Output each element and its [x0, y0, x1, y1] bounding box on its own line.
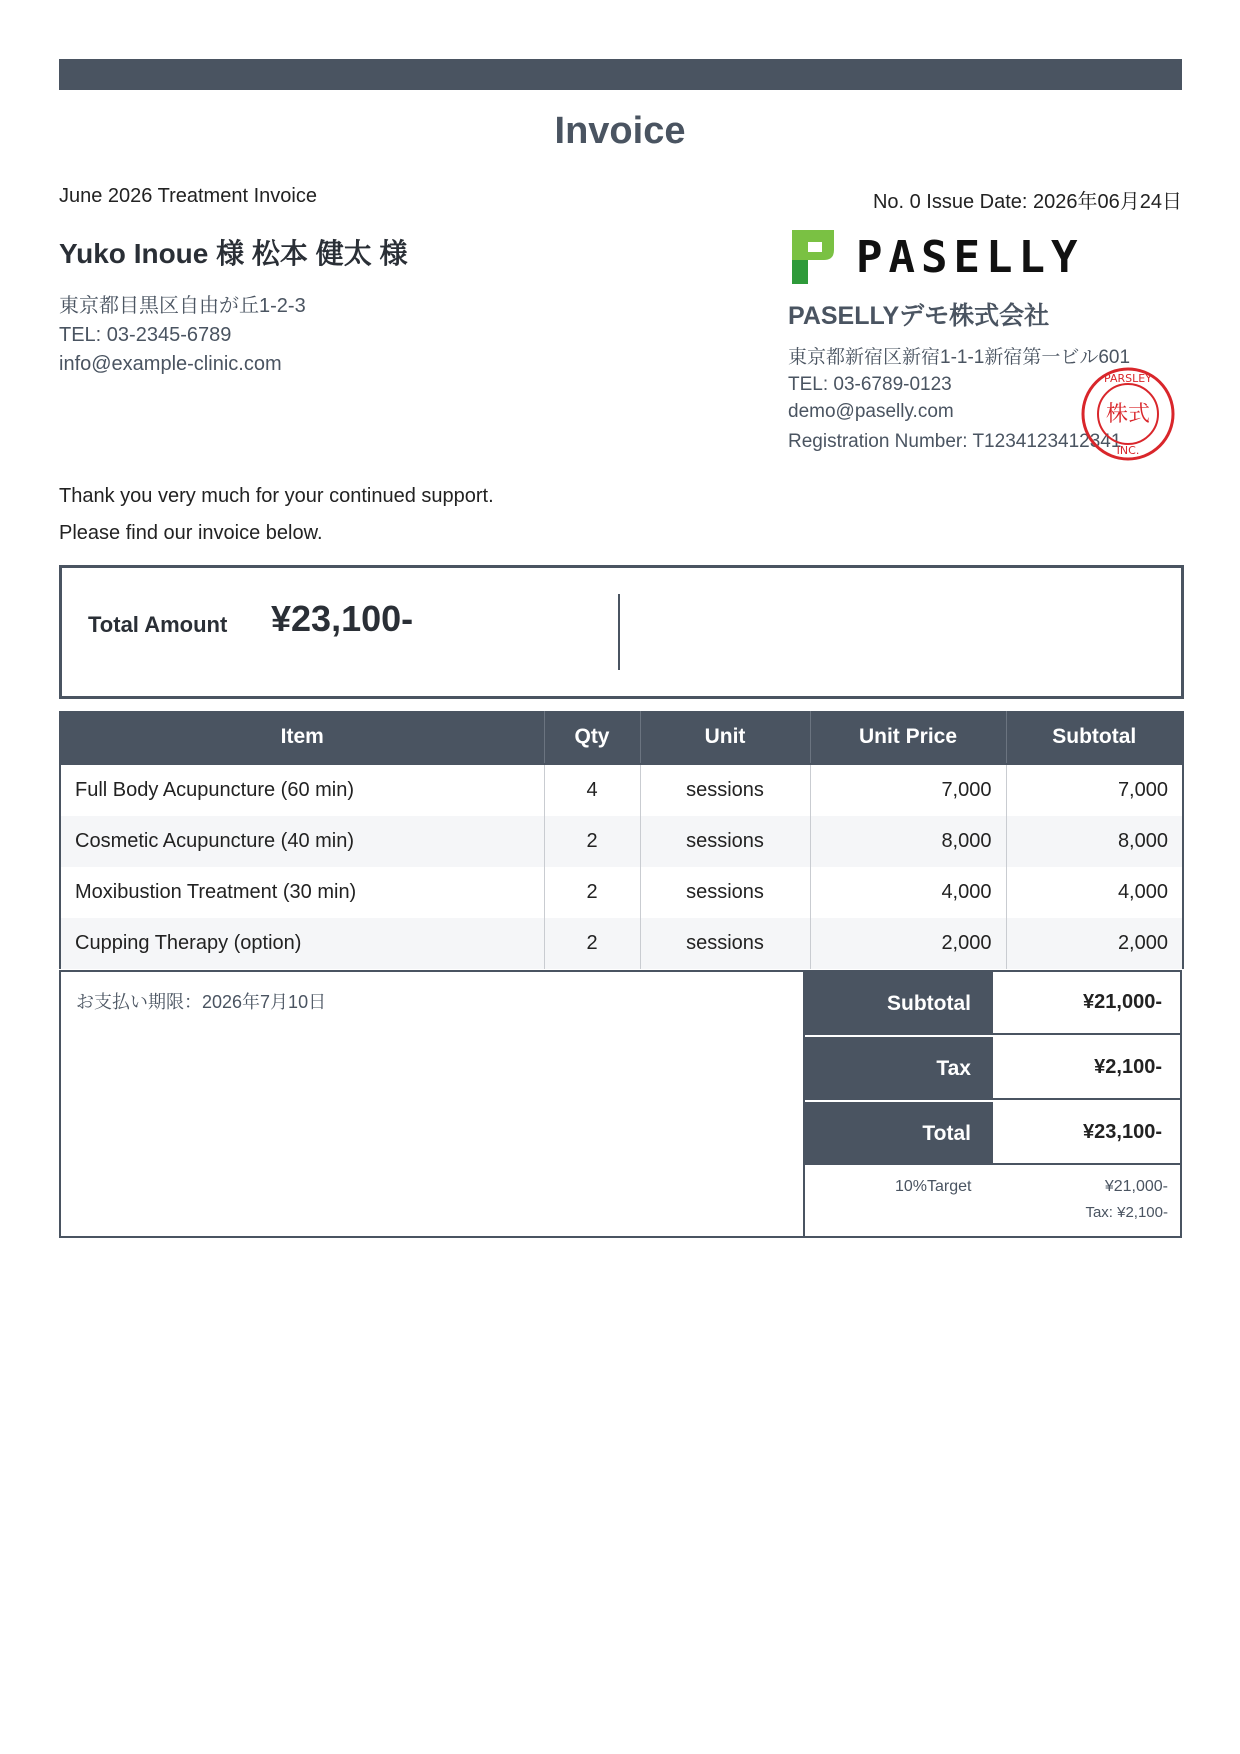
company-info — [788, 344, 1130, 425]
logo-wordmark: PASELLY — [856, 231, 1084, 283]
header-qty: Qty — [544, 711, 640, 764]
client-tel: TEL: 03-2345-6789 — [59, 324, 232, 346]
subtotal-value: ¥21,000- — [993, 972, 1182, 1035]
paselly-logo-icon — [788, 230, 838, 284]
table-row — [60, 764, 1183, 816]
header-unit-price: Unit Price — [810, 711, 1006, 764]
cell-unit-price: 4,000 — [810, 867, 1006, 918]
payment-due-date: お支払い期限：2026年7月10日 — [76, 992, 327, 1012]
cell-item: Full Body Acupuncture (60 min) — [60, 764, 544, 816]
tax-label: Tax — [805, 1037, 993, 1100]
greeting-line-1: Thank you very much for your continued support. — [59, 485, 494, 507]
svg-text:PARSLEY: PARSLEY — [1104, 372, 1152, 385]
cell-unit: sessions — [640, 918, 810, 969]
tax-row — [805, 1037, 1182, 1100]
invoice-subject: June 2026 Treatment Invoice — [59, 185, 317, 207]
cell-subtotal: 4,000 — [1006, 867, 1183, 918]
company-tel: TEL: 03-6789-0123 — [788, 374, 952, 395]
greeting-line-2: Please find our invoice below. — [59, 522, 323, 544]
company-email: demo@paselly.com — [788, 401, 954, 422]
svg-text:株式: 株式 — [1105, 402, 1151, 427]
header-bar — [59, 59, 1182, 90]
client-info — [59, 292, 306, 379]
cell-unit: sessions — [640, 816, 810, 867]
cell-qty: 2 — [544, 918, 640, 969]
cell-qty: 4 — [544, 764, 640, 816]
tax-target-label: 10%Target — [895, 1178, 972, 1195]
cell-unit: sessions — [640, 764, 810, 816]
cell-unit-price: 2,000 — [810, 918, 1006, 969]
tax-value: ¥2,100- — [993, 1037, 1182, 1100]
grand-total-label: Total — [805, 1102, 993, 1165]
tax-target-amount: ¥21,000- — [1104, 1178, 1168, 1195]
cell-subtotal: 7,000 — [1006, 764, 1183, 816]
subtotal-label: Subtotal — [805, 972, 993, 1035]
summary-section — [59, 970, 1182, 1238]
totals-panel — [803, 972, 1182, 1236]
total-amount-box — [59, 565, 1184, 699]
line-items-table — [59, 711, 1184, 969]
registration-number: Registration Number: T1234123412341 — [788, 431, 1122, 452]
cell-item: Cupping Therapy (option) — [60, 918, 544, 969]
cell-subtotal: 2,000 — [1006, 918, 1183, 969]
subtotal-row — [805, 972, 1182, 1035]
client-address: 東京都目黒区自由が丘1-2-3 — [59, 295, 306, 317]
svg-text:INC.: INC. — [1116, 444, 1140, 457]
company-name: PASELLYデモ株式会社 — [788, 302, 1050, 330]
greeting — [59, 478, 494, 552]
tax-target-tax: Tax: ¥2,100- — [1085, 1204, 1168, 1221]
cell-unit-price: 8,000 — [810, 816, 1006, 867]
company-seal-stamp — [1080, 366, 1176, 462]
cell-unit: sessions — [640, 867, 810, 918]
cell-item: Cosmetic Acupuncture (40 min) — [60, 816, 544, 867]
grand-total-value: ¥23,100- — [993, 1102, 1182, 1165]
cell-qty: 2 — [544, 816, 640, 867]
grand-total-row — [805, 1102, 1182, 1165]
total-box-divider — [618, 594, 620, 670]
company-address: 東京都新宿区新宿1-1-1新宿第一ビル601 — [788, 347, 1131, 368]
header-subtotal: Subtotal — [1006, 711, 1183, 764]
table-row — [60, 816, 1183, 867]
cell-item: Moxibustion Treatment (30 min) — [60, 867, 544, 918]
document-title: Invoice — [554, 110, 686, 152]
cell-unit-price: 7,000 — [810, 764, 1006, 816]
invoice-number-date: No. 0 Issue Date: 2026年06月24日 — [872, 191, 1182, 213]
table-header-row — [60, 711, 1183, 764]
header-item: Item — [60, 711, 544, 764]
total-amount-label: Total Amount — [88, 612, 228, 637]
table-row — [60, 867, 1183, 918]
table-row — [60, 918, 1183, 969]
company-logo — [788, 230, 1083, 284]
client-name: Yuko Inoue 様 松本 健太 様 — [59, 238, 408, 269]
cell-subtotal: 8,000 — [1006, 816, 1183, 867]
client-email: info@example-clinic.com — [59, 353, 282, 375]
header-unit: Unit — [640, 711, 810, 764]
cell-qty: 2 — [544, 867, 640, 918]
total-amount-value: ¥23,100- — [271, 598, 414, 639]
